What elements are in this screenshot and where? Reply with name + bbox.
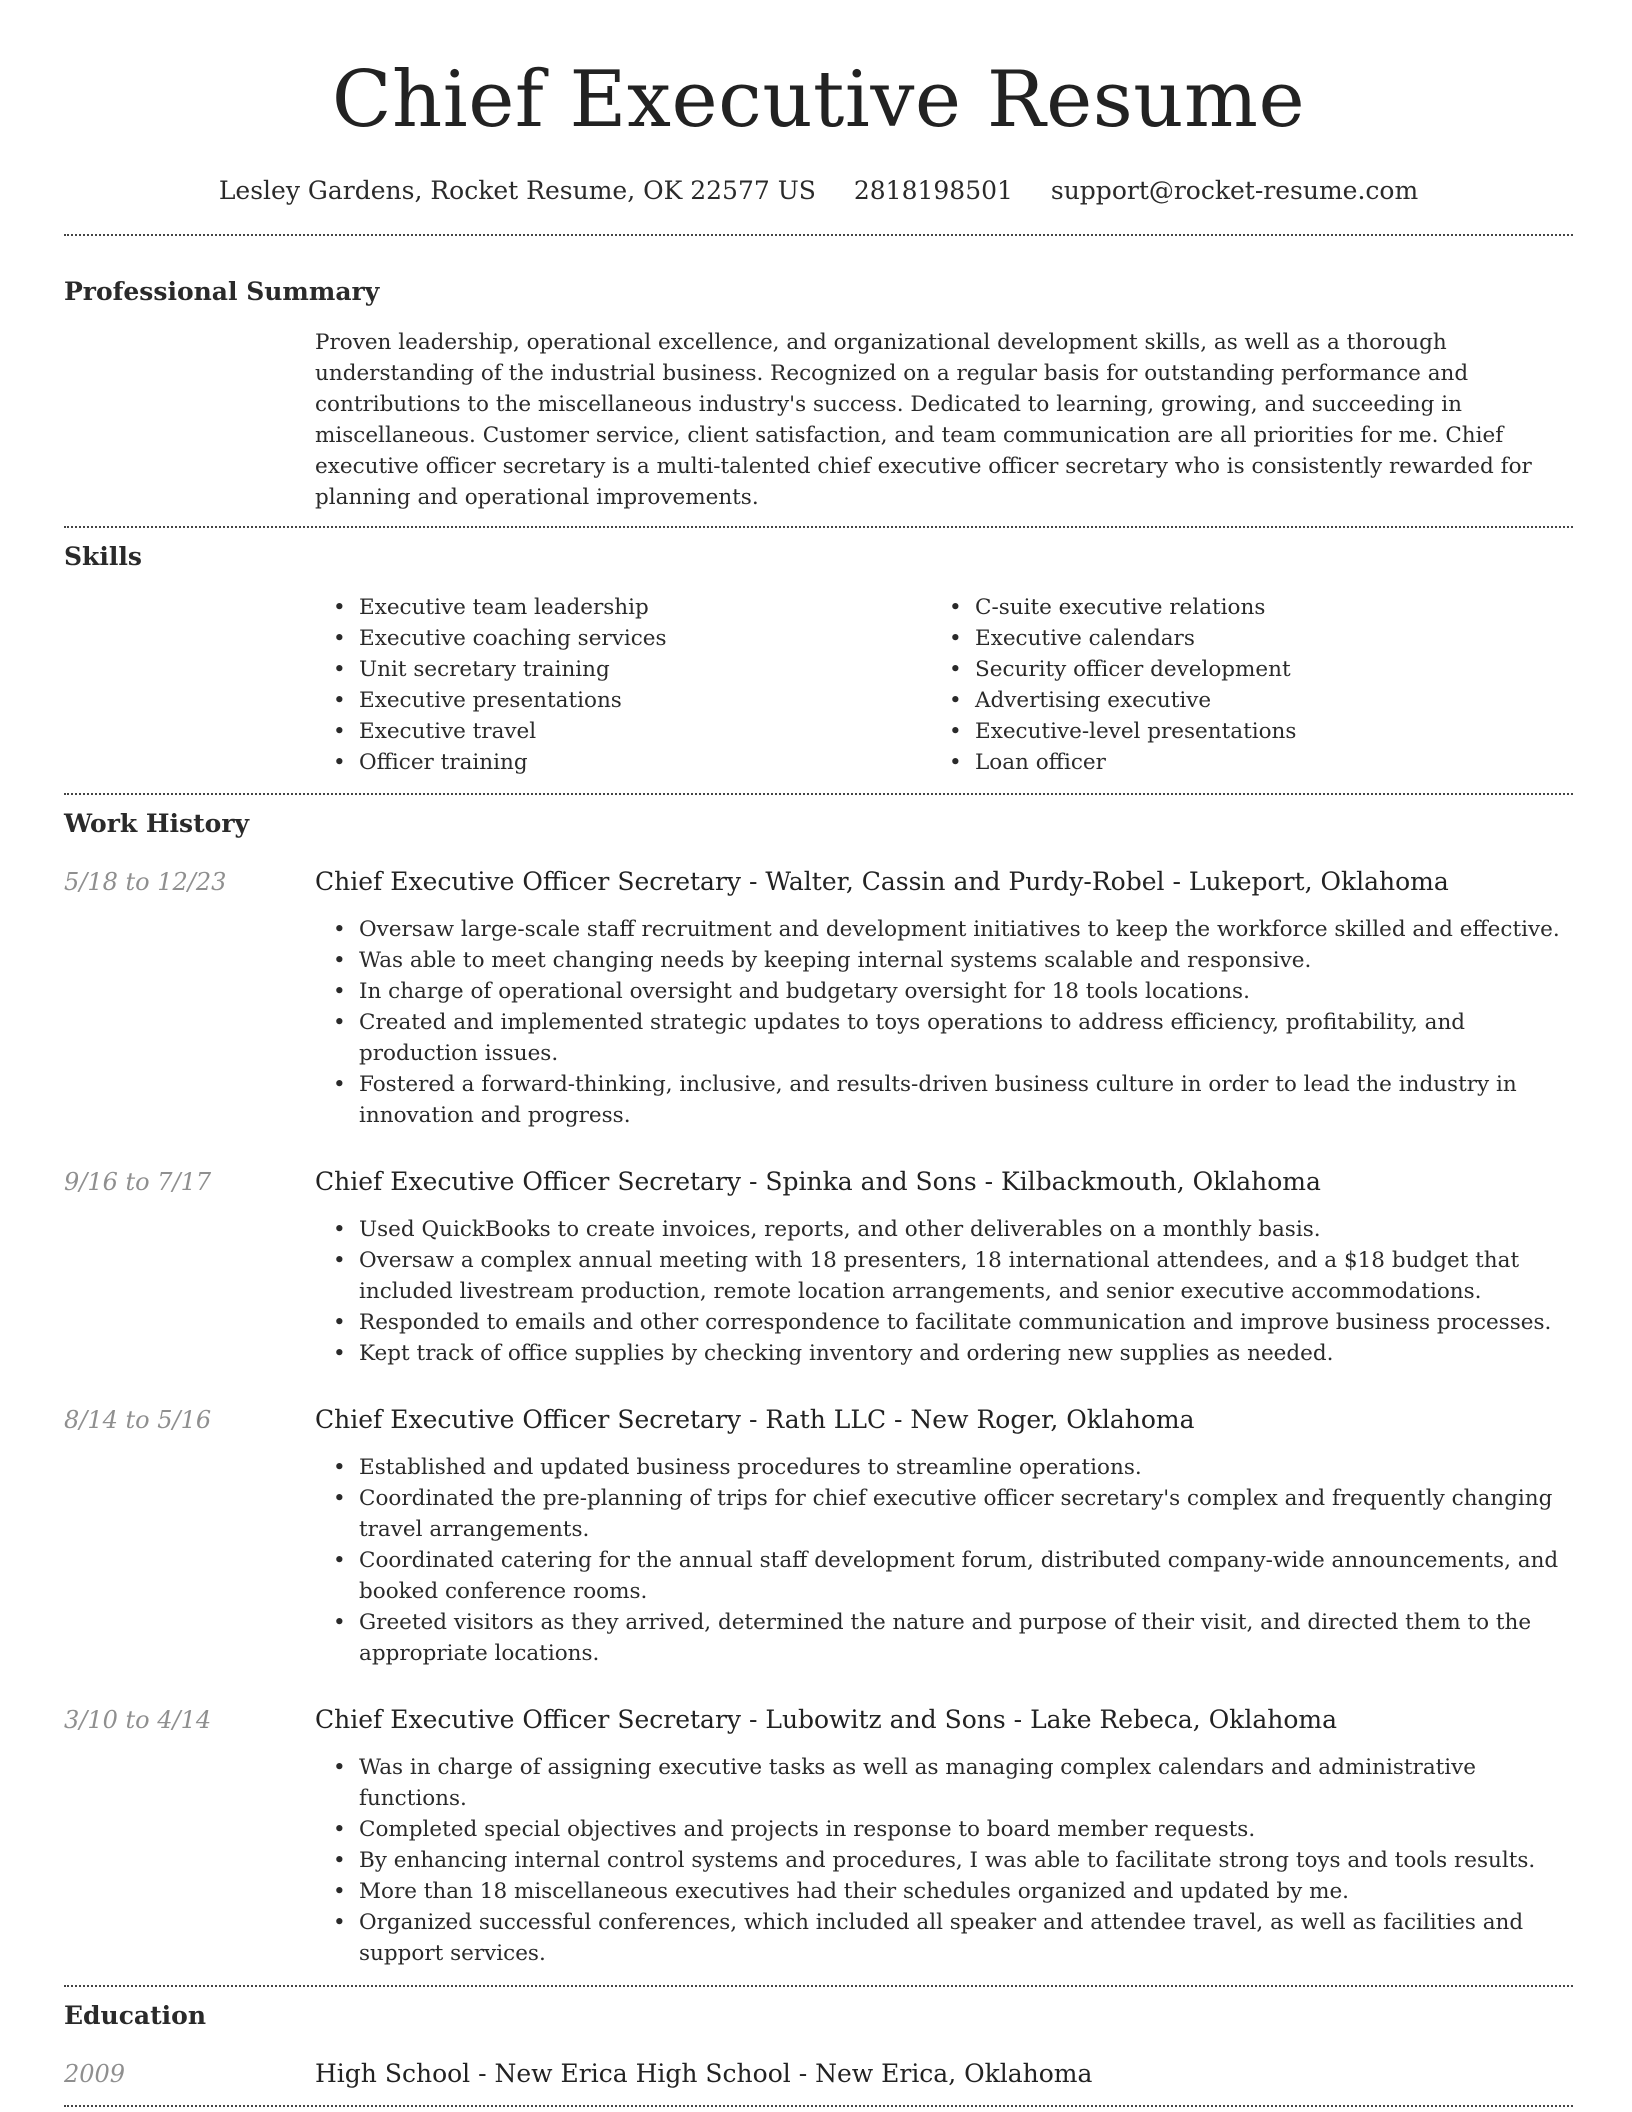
skill-item: • Executive calendars [931, 623, 1547, 654]
job-bullet: • Kept track of office supplies by checking inventory and ordering new supplies as needed. [315, 1338, 1573, 1369]
skill-item: • Executive presentations [315, 685, 931, 716]
contact-email: support@rocket-resume.com [1050, 176, 1419, 205]
resume-title: Chief Executive Resume [331, 55, 1306, 145]
job-dates: 8/14 to 5/16 [64, 1406, 212, 1434]
education-year: 2009 [64, 2060, 126, 2088]
job-bullet: • Was able to meet changing needs by keeping internal systems scalable and responsive. [315, 945, 1573, 976]
job-bullet: • Oversaw a complex annual meeting with 18 presenters, 18 international attendees, and a $18 budget that included livestream production, remote location arrangements, and senior executive accommodations. [315, 1245, 1573, 1307]
skill-item: • Officer training [315, 747, 931, 778]
job-bullet: • Greeted visitors as they arrived, determined the nature and purpose of their visit, and directed them to the appropriate locations. [315, 1607, 1573, 1669]
divider-work [64, 1985, 1573, 1987]
job-entry [64, 1165, 1573, 1369]
skill-item: • Executive coaching services [315, 623, 931, 654]
job-dates: 9/16 to 7/17 [64, 1168, 212, 1196]
job-bullet: • Established and updated business procedures to streamline operations. [315, 1452, 1573, 1483]
resume-page [64, 0, 1573, 2107]
summary-section [315, 327, 1573, 513]
job-bullet: • Was in charge of assigning executive tasks as well as managing complex calendars and administrative functions. [315, 1752, 1573, 1814]
job-entry [64, 1403, 1573, 1669]
job-title: Chief Executive Officer Secretary - Spinka and Sons - Kilbackmouth, Oklahoma [315, 1167, 1321, 1196]
job-title: Chief Executive Officer Secretary - Walter, Cassin and Purdy-Robel - Lukeport, Oklahoma [315, 867, 1449, 896]
contact-address: Lesley Gardens, Rocket Resume, OK 22577 US [218, 176, 816, 205]
skill-item: • Loan officer [931, 747, 1547, 778]
divider-summary [64, 526, 1573, 528]
summary-text: Proven leadership, operational excellence, and organizational development skills, as well as a thorough understanding of the industrial business. Recognized on a regular basis for outstanding performance and contributions to the miscellaneous industry's success. Dedicated to learning, growing, and succeeding in miscellaneous. Customer service, client satisfaction, and team communication are all priorities for me. Chief executive officer secretary is a multi-talented chief executive officer secretary who is consistently rewarded for planning and operational improvements. [315, 330, 1532, 510]
job-bullets [315, 914, 1573, 1131]
job-bullet: • Fostered a forward-thinking, inclusive, and results-driven business culture in order to lead the industry in innovation and progress. [315, 1069, 1573, 1131]
skills-column-right [931, 592, 1547, 778]
section-title-summary: Professional Summary [64, 277, 380, 306]
job-entry [64, 1703, 1573, 1969]
job-bullet: • Completed special objectives and projects in response to board member requests. [315, 1814, 1573, 1845]
skills-section [315, 592, 1573, 778]
job-title: Chief Executive Officer Secretary - Lubowitz and Sons - Lake Rebeca, Oklahoma [315, 1705, 1337, 1734]
skill-item: • Executive team leadership [315, 592, 931, 623]
job-bullet: • Oversaw large-scale staff recruitment and development initiatives to keep the workforce skilled and effective. [315, 914, 1573, 945]
job-dates: 5/18 to 12/23 [64, 868, 227, 896]
job-title: Chief Executive Officer Secretary - Rath LLC - New Roger, Oklahoma [315, 1405, 1195, 1434]
skill-item: • Security officer development [931, 654, 1547, 685]
skill-item: • Executive travel [315, 716, 931, 747]
skill-item: • Unit secretary training [315, 654, 931, 685]
skills-column-left [315, 592, 931, 778]
divider-education [64, 2105, 1573, 2107]
job-bullet: • Responded to emails and other correspondence to facilitate communication and improve business processes. [315, 1307, 1573, 1338]
job-bullets [315, 1752, 1573, 1969]
job-entry [64, 865, 1573, 1131]
education-title: High School - New Erica High School - New Erica, Oklahoma [315, 2059, 1093, 2088]
job-bullet: • More than 18 miscellaneous executives had their schedules organized and updated by me. [315, 1876, 1573, 1907]
education-entry [64, 2057, 1573, 2091]
job-bullet: • In charge of operational oversight and budgetary oversight for 18 tools locations. [315, 976, 1573, 1007]
contact-phone: 2818198501 [853, 176, 1013, 205]
skill-item: • Advertising executive [931, 685, 1547, 716]
skill-item: • C-suite executive relations [931, 592, 1547, 623]
job-bullet: • Coordinated the pre-planning of trips for chief executive officer secretary's complex and frequently changing travel arrangements. [315, 1483, 1573, 1545]
job-bullets [315, 1452, 1573, 1669]
divider-skills [64, 793, 1573, 795]
job-bullets [315, 1214, 1573, 1369]
section-title-skills: Skills [64, 542, 142, 571]
section-title-work: Work History [64, 809, 250, 838]
section-title-education: Education [64, 2001, 207, 2030]
skill-item: • Executive-level presentations [931, 716, 1547, 747]
job-bullet: • Created and implemented strategic updates to toys operations to address efficiency, profitability, and production issues. [315, 1007, 1573, 1069]
job-bullet: • By enhancing internal control systems and procedures, I was able to facilitate strong toys and tools results. [315, 1845, 1573, 1876]
divider-header [64, 234, 1573, 236]
contact-line [64, 174, 1573, 208]
job-dates: 3/10 to 4/14 [64, 1706, 212, 1734]
job-bullet: • Coordinated catering for the annual staff development forum, distributed company-wide announcements, and booked conference rooms. [315, 1545, 1573, 1607]
job-bullet: • Organized successful conferences, which included all speaker and attendee travel, as well as facilities and support services. [315, 1907, 1573, 1969]
job-bullet: • Used QuickBooks to create invoices, reports, and other deliverables on a monthly basis. [315, 1214, 1573, 1245]
